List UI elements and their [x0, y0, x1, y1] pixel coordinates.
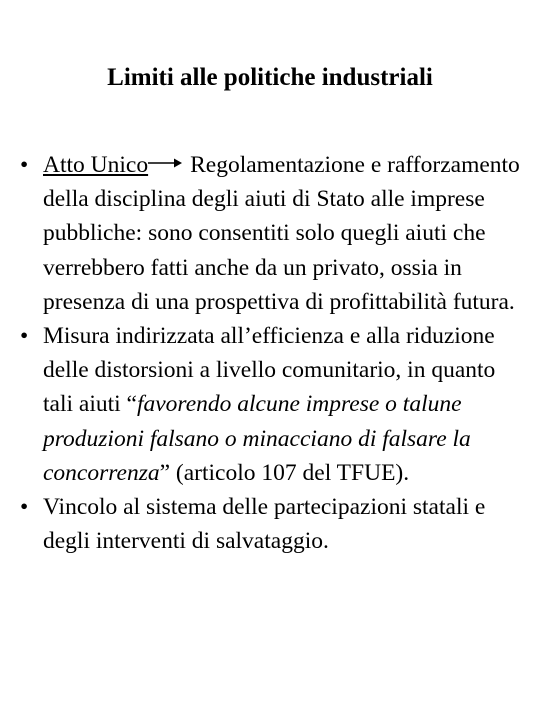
- bullet-dot: •: [20, 152, 29, 178]
- misura-text-before: Misura indirizzata all’efficienza e alla riduzione delle distorsioni a livello comunitario, in quanto tali aiuti “: [43, 323, 496, 418]
- bullet-dot: •: [20, 494, 29, 521]
- bullet-dot: •: [20, 323, 29, 350]
- bullet-item-misura: [20, 319, 525, 490]
- bullet-item-atto-unico: [20, 148, 525, 319]
- bullet-item-vincolo: [20, 490, 525, 558]
- misura-text-after: ” (articolo 107 del TFUE).: [159, 459, 410, 486]
- vincolo-text: Vincolo al sistema delle partecipazioni statali e degli interventi di salvataggio.: [43, 494, 486, 555]
- bullet-list: [20, 148, 525, 558]
- atto-unico-label: Atto Unico: [43, 152, 149, 178]
- slide-title: Limiti alle politiche industriali: [107, 64, 433, 91]
- atto-unico-text: Regolamentazione e rafforzamento della disciplina degli aiuti di Stato alle imprese pubbliche: sono consentiti solo quegli aiuti che verrebbero fatti anche da un privato, ossia in presenza di una prospettiva di profittabilità futura.: [43, 152, 520, 315]
- misura-quote: favorendo alcune imprese o talune produzioni falsano o minacciano di falsare la concorrenza: [43, 391, 471, 486]
- right-arrow-icon: [148, 157, 182, 169]
